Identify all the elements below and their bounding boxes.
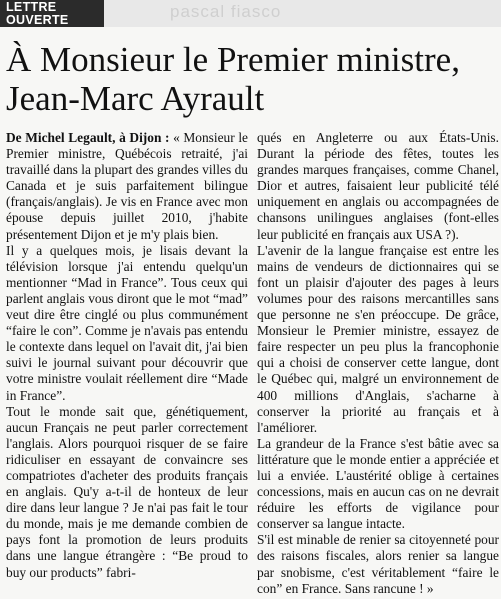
section-label (0, 0, 104, 27)
section-label-line2: OUVERTE (6, 12, 69, 27)
title-line1: À Monsieur le Premier ministre, (6, 40, 460, 79)
byline: De Michel Legault, à Dijon : (6, 130, 170, 145)
paragraph: S'il est minable de renier sa citoyenneté pour des raisons fiscales, alors renier sa langue par snobisme, c'est véritablement “faire le con” en France. Sans rancune ! » (257, 532, 499, 596)
column-right (257, 130, 499, 597)
section-label-line1: LETTRE (6, 0, 57, 14)
paragraph-text: « Monsieur le Premier ministre, Québécois retraité, j'ai travaillé dans la plupart des grandes villes du Canada et je suis parfaitement bilingue (français/anglais). Je vis en France avec mon épouse depuis juillet 2010, j'habite présentement Dijon et je m'y plais bien. (6, 130, 248, 242)
paragraph: L'avenir de la langue française est entre les mains de vendeurs de dictionnaires qui se font un plaisir d'ajouter des pages à leurs volumes pour des raisons mercantilles sans que personne ne s'en préoccupe. De grâce, Monsieur le Premier ministre, essayez de faire respecter un peu plus la francophonie qui a choisi de conserver cette langue, dont le Québec qui, malgré un environnement de 400 millions d'Anglais, s'acharne à conserver la priorité au français et à l'améliorer. (257, 242, 499, 435)
article-title (6, 40, 496, 118)
paragraph: La grandeur de la France s'est bâtie avec sa littérature que le monde entier a appréciée et lui a enviée. L'austérité oblige à certaines concessions, mais en aucun cas on ne devrait réduire les efforts de vigilance pour conserver sa langue intacte. (257, 435, 499, 532)
paragraph (6, 130, 248, 243)
faded-header-text: pascal fiasco (170, 2, 282, 21)
paragraph: qués en Angleterre ou aux États-Unis. Durant la période des fêtes, toutes les grandes marques françaises, comme Chanel, Dior et autres, faisaient leur publicité télé uniquement en anglais ou accompagnées de chansons unilingues anglaises (font-elles leur publicité en français aux USA ?). (257, 130, 499, 242)
paragraph: Tout le monde sait que, génétiquement, aucun Français ne peut parler correctement l'anglais. Alors pourquoi risquer de se faire ridiculiser en essayant de convaincre ses compatriotes d'acheter des produits français en anglais. Qu'y a-t-il de honteux de leur dire dans leur langue ? Je n'ai pas fait le tour du monde, mais je me demande combien de pays font la promotion de leurs produits dans une langue étrangère : “Be proud to buy our products” fabri- (6, 403, 248, 580)
title-line2: Jean-Marc Ayrault (6, 79, 265, 118)
paragraph: Il y a quelques mois, je lisais devant la télévision lorsque j'ai entendu quelqu'un mentionner “Mad in France”. Tous ceux qui parlent anglais vous diront que le mot “mad” veut dire être cinglé ou plus communément “faire le con”. Comme je n'avais pas entendu le contexte dans lequel on l'avait dit, j'ai bien suivi le journal suivant pour découvrir que votre ministre voulait réellement dire “Made in France”. (6, 242, 248, 403)
column-left (6, 130, 248, 581)
